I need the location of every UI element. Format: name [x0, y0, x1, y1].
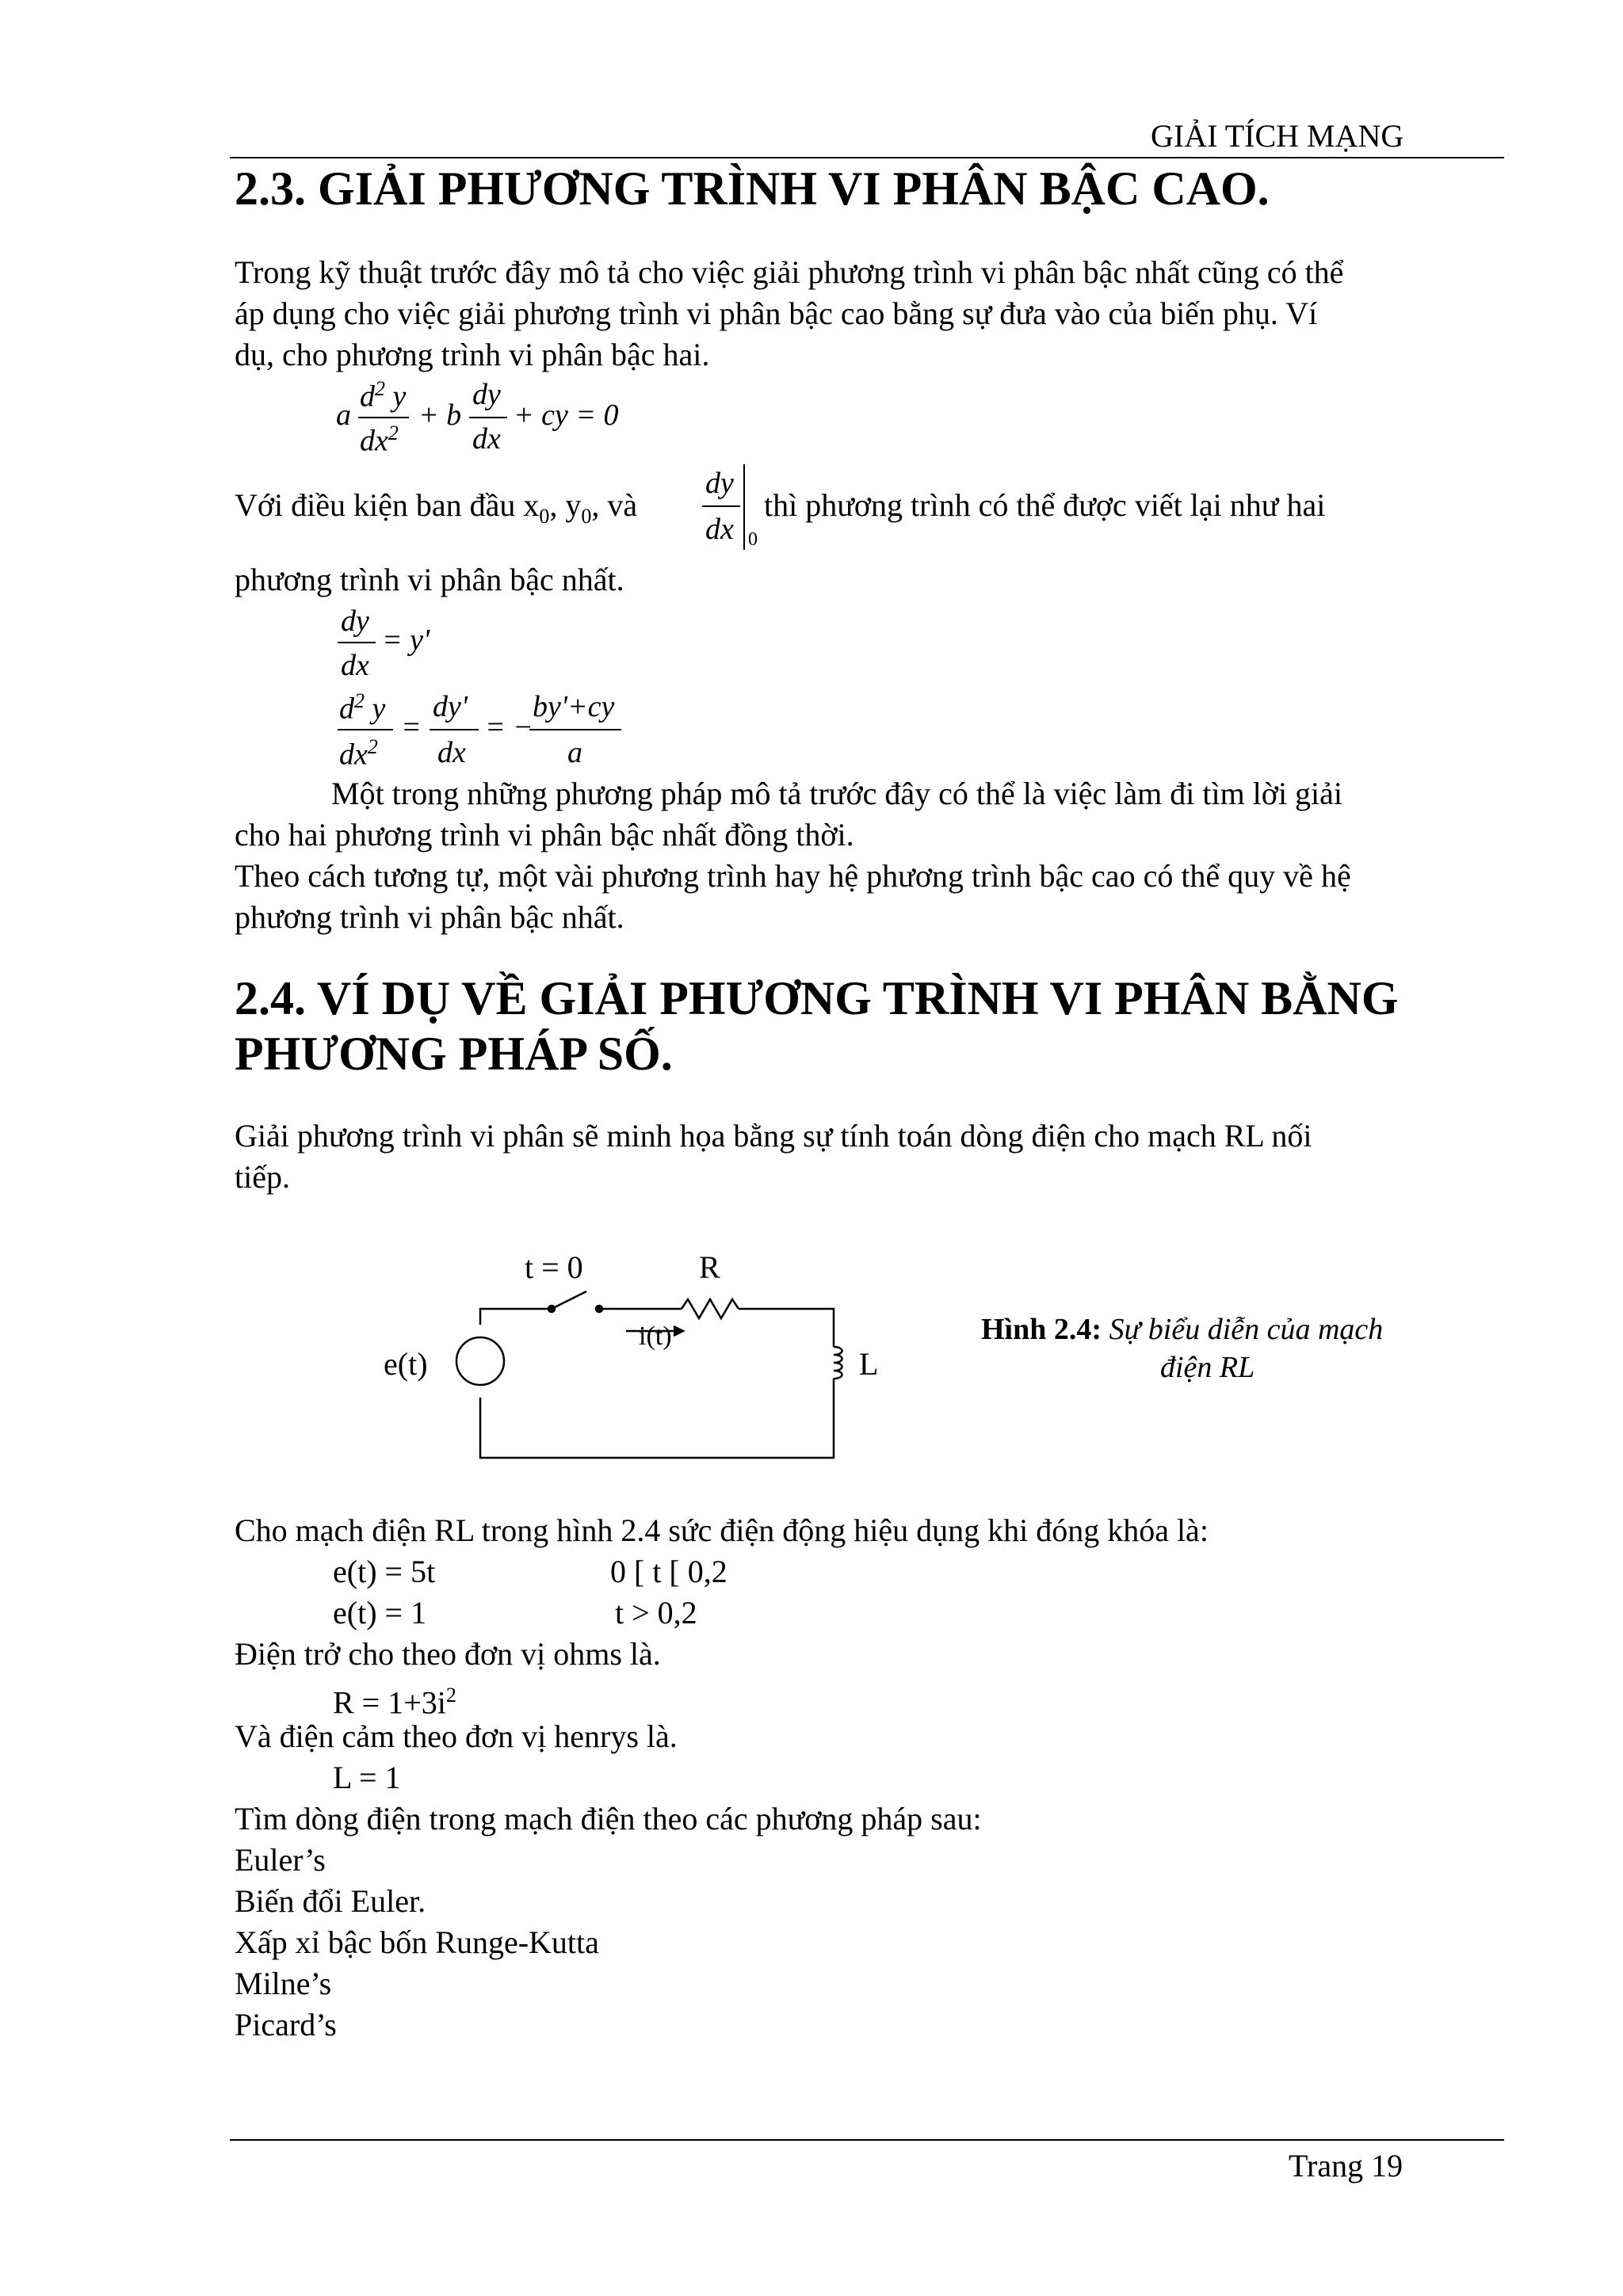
emf-range-1: 0 [ t [ 0,2	[610, 1554, 727, 1589]
paragraph-line: Cho mạch điện RL trong hình 2.4 sức điện động hiệu dụng khi đóng khóa là:	[235, 1512, 1209, 1548]
wire-bottom	[480, 1379, 834, 1458]
wire-top-left	[480, 1309, 548, 1325]
condition-line-end: thì phương trình có thể được viết lại như hai	[764, 487, 1326, 523]
fraction-bar	[338, 729, 393, 730]
eq2-den: dx	[341, 649, 369, 682]
eval-subscript: 0	[748, 529, 758, 550]
fraction-bar	[529, 729, 621, 730]
paragraph-line: cho hai phương trình vi phân bậc nhất đồng thời.	[235, 817, 854, 852]
section-heading-2-4-cont: PHƯƠNG PHÁP SỐ.	[235, 1028, 673, 1080]
current-label: i(t)	[639, 1322, 672, 1351]
fraction-bar	[469, 417, 507, 418]
emf-eq-1: e(t) = 5t	[333, 1554, 436, 1589]
eq-coef-a: a	[336, 399, 351, 432]
resistor	[682, 1299, 739, 1318]
paragraph-line: Giải phương trình vi phân sẽ minh họa bằng sự tính toán dòng điện cho mạch RL nối	[235, 1118, 1312, 1154]
paragraph-line: tiếp.	[235, 1159, 290, 1195]
paragraph-line: dụ, cho phương trình vi phân bậc hai.	[235, 337, 710, 372]
fraction-bar	[702, 505, 740, 507]
eq2-rhs: = y'	[382, 624, 430, 657]
paragraph-line: Theo cách tương tự, một vài phương trình hay hệ phương trình bậc cao có thể quy về hệ	[235, 858, 1351, 894]
switch-label: t = 0	[525, 1249, 583, 1285]
current-arrowhead	[674, 1326, 683, 1336]
resistance-eq: $R = 1+3i^2$	[333, 1684, 456, 1721]
list-item: Picard’s	[235, 2007, 337, 2042]
header-rule	[230, 157, 1504, 158]
eq3-num2: dy'	[433, 690, 468, 723]
eq-plus-b: + b	[418, 399, 462, 432]
rl-circuit-diagram	[372, 1236, 880, 1489]
list-item: Xấp xỉ bậc bốn Runge-Kutta	[235, 1924, 599, 1960]
eq3-den1: $dx^2$	[339, 735, 378, 772]
footer-rule	[230, 2139, 1504, 2141]
eq-rest: + cy = 0	[514, 399, 619, 432]
section-heading-2-3: 2.3. GIẢI PHƯƠNG TRÌNH VI PHÂN BẬC CAO.	[235, 162, 1270, 215]
eq3-den3: a	[567, 736, 582, 769]
fraction-bar	[358, 417, 409, 418]
paragraph-line: Tìm dòng điện trong mạch điện theo các phương pháp sau:	[235, 1801, 982, 1836]
eq2-num: dy	[341, 605, 369, 638]
eq3-den2: dx	[437, 736, 466, 769]
paragraph-line: Trong kỹ thuật trước đây mô tả cho việc giải phương trình vi phân bậc nhất cũng có thể	[235, 254, 1344, 290]
eq3-num3: by'+cy	[533, 690, 615, 723]
paragraph-line: Một trong những phương pháp mô tả trước đây có thể là việc làm đi tìm lời giải	[331, 776, 1343, 811]
figure-caption: Hình 2.4: Sự biểu diễn của mạch	[981, 1313, 1384, 1346]
section-heading-2-4: 2.4. VÍ DỤ VỀ GIẢI PHƯƠNG TRÌNH VI PHÂN BẰNG	[235, 972, 1399, 1024]
eq-num-dy: dy	[472, 378, 501, 411]
paragraph-line: phương trình vi phân bậc nhất.	[235, 562, 624, 597]
list-item: Euler’s	[235, 1842, 326, 1878]
condition-line: Với điều kiện ban đầu $x_0$, $y_0$, và	[235, 487, 638, 528]
inductor	[834, 1347, 842, 1379]
header-title: GIẢI TÍCH MẠNG	[1151, 118, 1404, 154]
eq-den-dx: dx	[472, 422, 501, 456]
wire-top-right	[739, 1309, 834, 1347]
evaluation-bar	[743, 464, 745, 550]
fraction-bar	[338, 642, 376, 643]
resistor-label: R	[699, 1249, 720, 1285]
eq3-equals-minus: = −	[485, 711, 533, 744]
emf-range-2: t > 0,2	[615, 1595, 697, 1630]
cond-num-dy: dy	[705, 467, 734, 500]
circuit-svg	[372, 1236, 880, 1489]
paragraph-line: Và điện cảm theo đơn vị henrys là.	[235, 1718, 678, 1754]
eq3-equals: =	[401, 711, 422, 744]
list-item: Biến đổi Euler.	[235, 1883, 426, 1919]
eq3-num1: $d^2$ y	[339, 689, 386, 726]
source-label: e(t)	[384, 1346, 428, 1382]
inductor-label: L	[859, 1346, 879, 1382]
paragraph-line: Điện trở cho theo đơn vị ohms là.	[235, 1636, 661, 1672]
fraction-bar	[430, 729, 479, 730]
page-number: Trang 19	[1289, 2148, 1403, 2183]
cond-den-dx: dx	[705, 513, 734, 546]
list-item: Milne’s	[235, 1966, 332, 2001]
inductance-eq: L = 1	[333, 1760, 401, 1795]
eq-num-d2y: $d^2$ y	[360, 377, 407, 414]
switch-blade	[552, 1291, 586, 1309]
paragraph-line: phương trình vi phân bậc nhất.	[235, 899, 624, 935]
figure-caption-cont: điện RL	[1160, 1351, 1255, 1384]
eq-den-dx2: $dx^2$	[360, 421, 399, 458]
voltage-source	[456, 1337, 504, 1385]
paragraph-line: áp dụng cho việc giải phương trình vi phân bậc cao bằng sự đưa vào của biến phụ. Ví	[235, 296, 1318, 331]
emf-eq-2: e(t) = 1	[333, 1595, 427, 1630]
